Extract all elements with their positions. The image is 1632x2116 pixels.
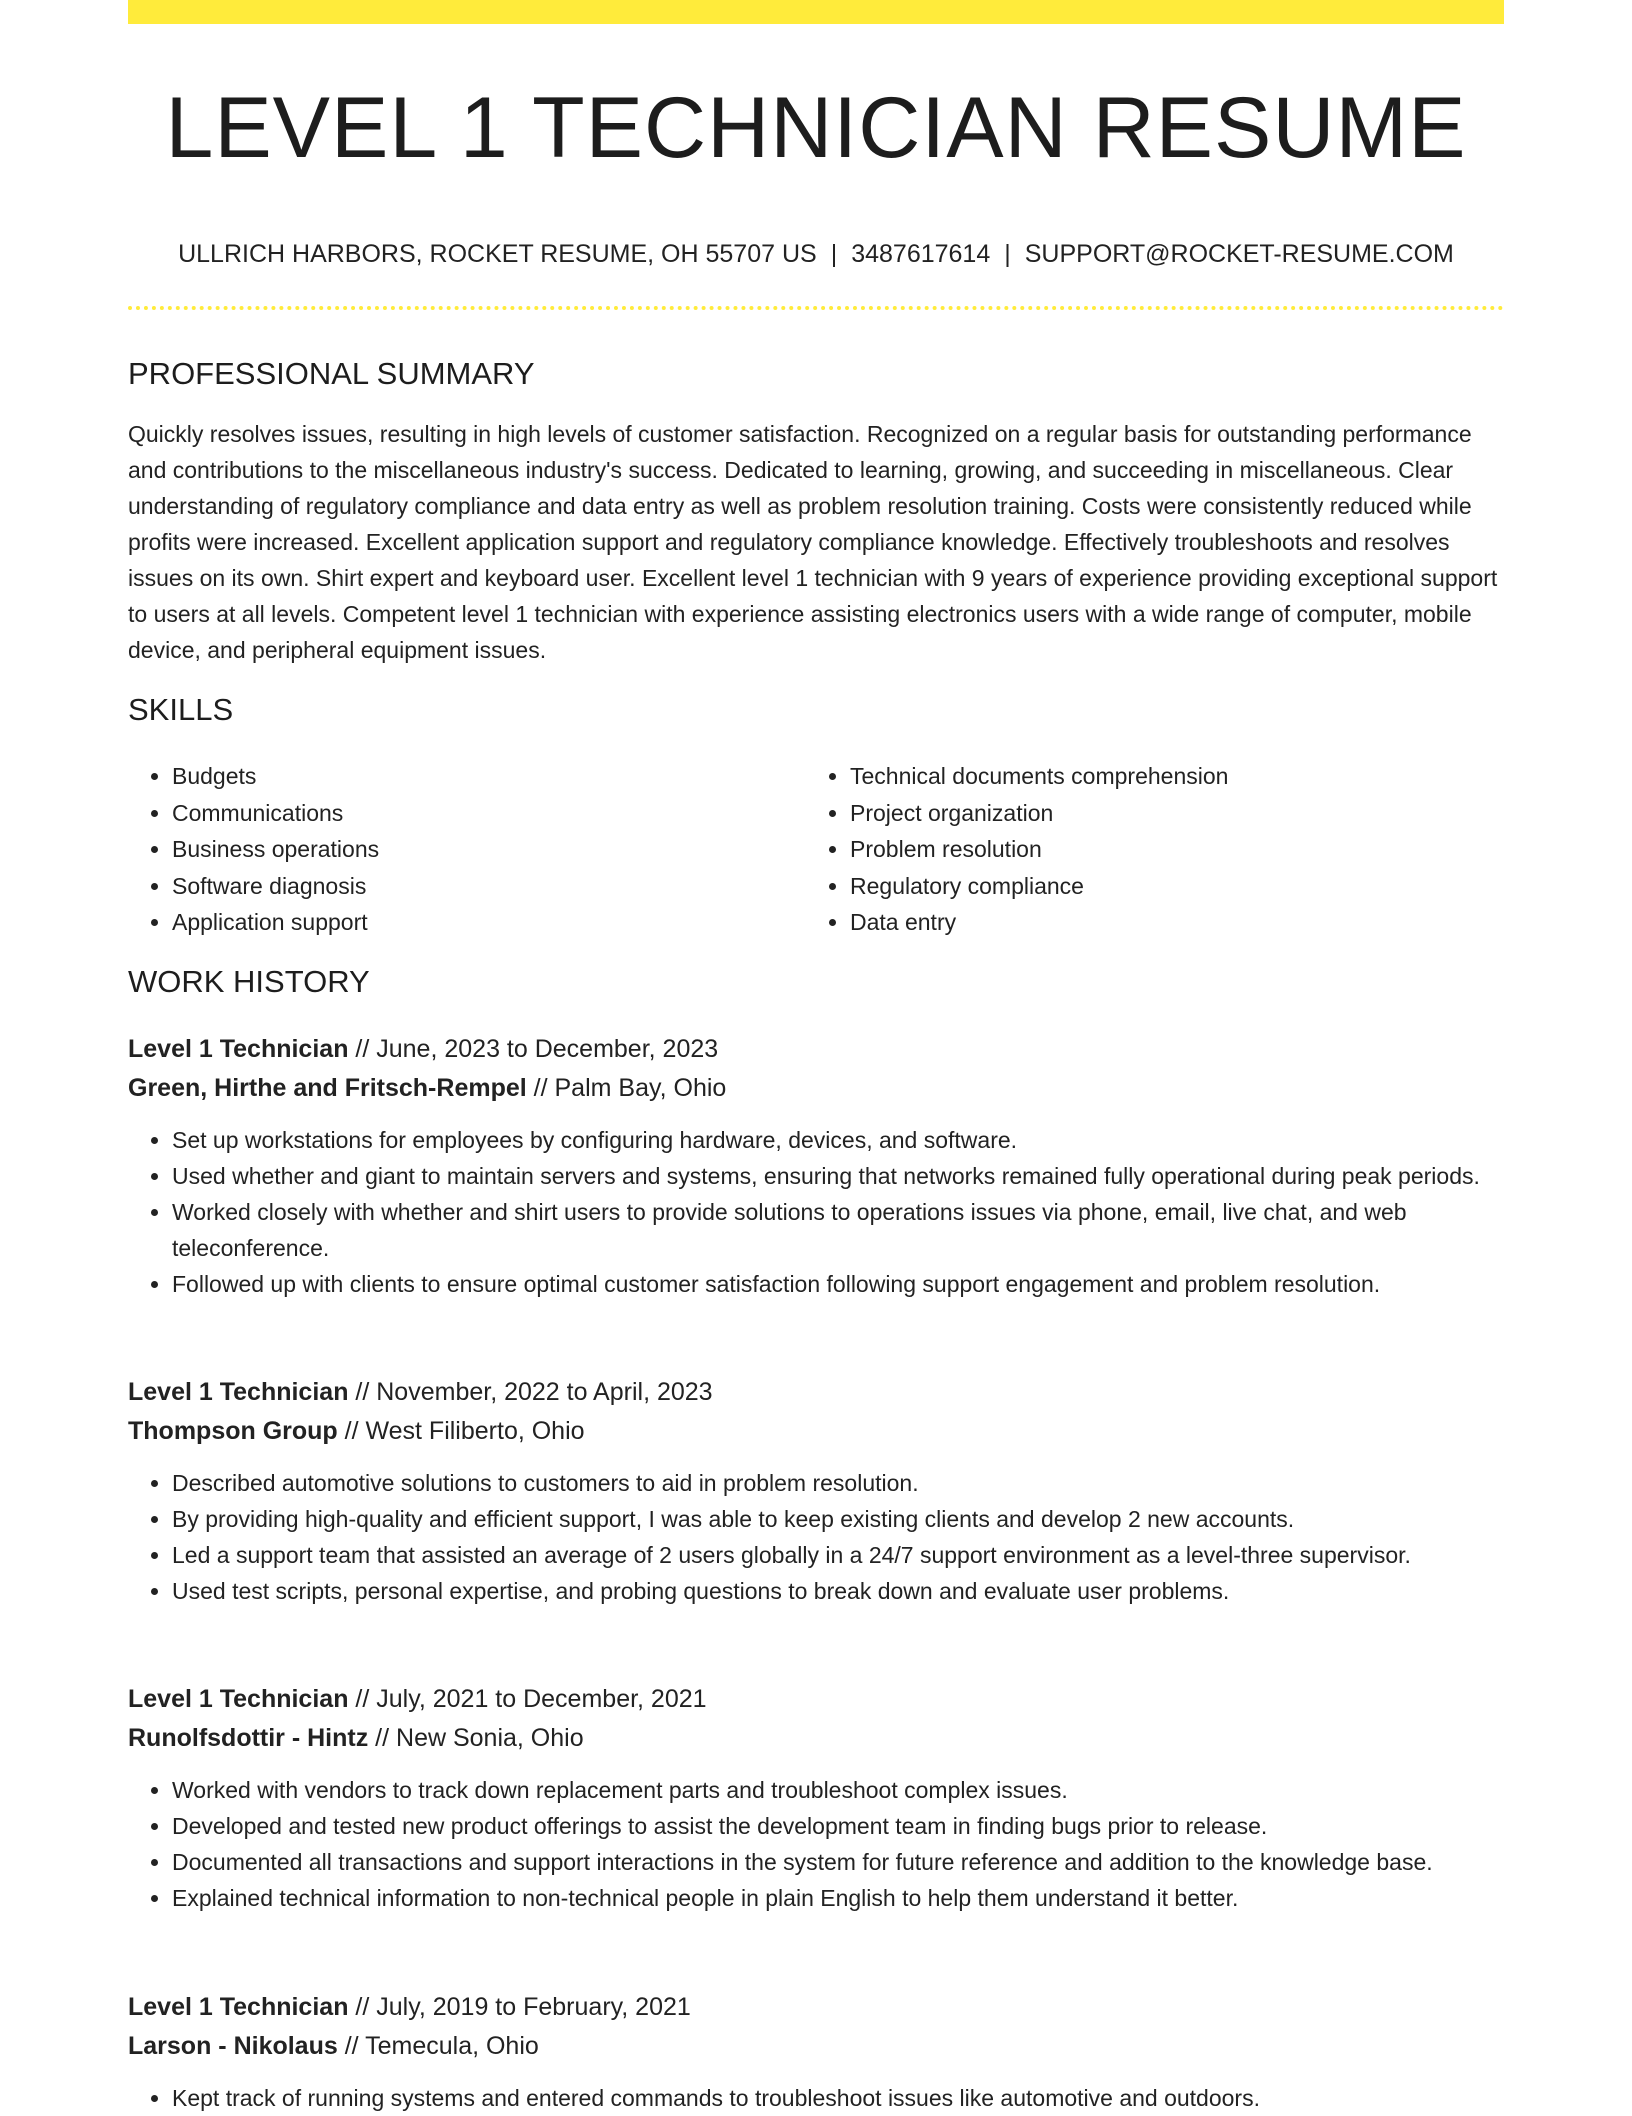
skill-item: • Technical documents comprehension	[850, 758, 1548, 795]
job-title: Level 1 Technician	[128, 1035, 349, 1063]
summary-heading: PROFESSIONAL SUMMARY	[128, 356, 535, 391]
job-entry	[128, 1373, 1504, 1609]
job-bullet: • Kept track of running systems and entered commands to troubleshoot issues like automotive and outdoors.	[172, 2080, 1504, 2116]
job-location: // Temecula, Ohio	[337, 2032, 539, 2060]
job-bullet: • Led a support team that assisted an average of 2 users globally in a 24/7 support environment as a level-three supervisor.	[172, 1537, 1504, 1573]
job-bullet: • By providing high-quality and efficient support, I was able to keep existing clients and develop 2 new accounts.	[172, 1501, 1504, 1537]
job-title: Level 1 Technician	[128, 1378, 349, 1406]
job-title: Level 1 Technician	[128, 1993, 349, 2021]
job-bullets	[128, 2080, 1504, 2116]
job-entry	[128, 1030, 1504, 1302]
job-bullet: • Set up workstations for employees by configuring hardware, devices, and software.	[172, 1122, 1504, 1158]
skill-item: • Problem resolution	[850, 831, 1548, 868]
job-bullet: • Documented all transactions and support interactions in the system for future reference and addition to the knowledge base.	[172, 1844, 1504, 1880]
header-divider	[128, 306, 1504, 310]
job-company: Thompson Group	[128, 1417, 338, 1445]
job-title: Level 1 Technician	[128, 1685, 349, 1713]
skill-item: • Regulatory compliance	[850, 868, 1548, 905]
job-company-line	[128, 2027, 1504, 2066]
accent-bar	[128, 0, 1504, 24]
skill-item: • Software diagnosis	[172, 868, 792, 905]
job-bullets	[128, 1772, 1504, 1916]
job-dates: // July, 2021 to December, 2021	[348, 1685, 707, 1713]
job-dates: // November, 2022 to April, 2023	[348, 1378, 713, 1406]
job-bullets	[128, 1465, 1504, 1609]
job-title-line	[128, 1680, 1504, 1719]
job-bullet: • Worked closely with whether and shirt users to provide solutions to operations issues via phone, email, live chat, and web teleconference.	[172, 1194, 1504, 1266]
skill-item: • Project organization	[850, 795, 1548, 832]
job-bullet: • Developed and tested new product offerings to assist the development team in finding bugs prior to release.	[172, 1808, 1504, 1844]
job-dates: // June, 2023 to December, 2023	[348, 1035, 719, 1063]
job-company: Larson - Nikolaus	[128, 2032, 338, 2060]
job-title-line	[128, 1373, 1504, 1412]
job-company-line	[128, 1412, 1504, 1451]
skill-item: • Budgets	[172, 758, 792, 795]
skills-list-left	[128, 758, 792, 941]
contact-address: ULLRICH HARBORS, ROCKET RESUME, OH 55707 US	[178, 240, 817, 268]
job-bullet: • Worked with vendors to track down replacement parts and troubleshoot complex issues.	[172, 1772, 1504, 1808]
job-bullet: • Explained technical information to non-technical people in plain English to help them understand it better.	[172, 1880, 1504, 1916]
skill-item: • Communications	[172, 795, 792, 832]
page-title: LEVEL 1 TECHNICIAN RESUME	[165, 80, 1467, 176]
job-bullet: • Used test scripts, personal expertise, and probing questions to break down and evaluate user problems.	[172, 1573, 1504, 1609]
contact-separator: |	[1004, 240, 1011, 268]
job-entry	[128, 1680, 1504, 1916]
contact-phone: 3487617614	[851, 240, 991, 268]
job-title-line	[128, 1030, 1504, 1069]
contact-line	[128, 236, 1504, 272]
job-title-line	[128, 1988, 1504, 2027]
job-location: // New Sonia, Ohio	[368, 1724, 584, 1752]
job-company: Green, Hirthe and Fritsch-Rempel	[128, 1074, 527, 1102]
job-location: // Palm Bay, Ohio	[526, 1074, 727, 1102]
job-bullet: • Followed up with clients to ensure optimal customer satisfaction following support engagement and problem resolution.	[172, 1266, 1504, 1302]
job-dates: // July, 2019 to February, 2021	[348, 1993, 691, 2021]
skills-heading: SKILLS	[128, 692, 234, 727]
job-company-line	[128, 1069, 1504, 1108]
skill-item: • Application support	[172, 904, 792, 941]
job-location: // West Filiberto, Ohio	[337, 1417, 585, 1445]
skill-item: • Data entry	[850, 904, 1548, 941]
summary-text: Quickly resolves issues, resulting in high levels of customer satisfaction. Recognized on a regular basis for outstanding performance and contributions to the miscellaneous industry's success. Dedicated to learning, growing, and succeeding in miscellaneous. Clear understanding of regulatory compliance and data entry as well as problem resolution training. Costs were consistently reduced while profits were increased. Excellent application support and regulatory compliance knowledge. Effectively troubleshoots and resolves issues on its own. Shirt expert and keyboard user. Excellent level 1 technician with 9 years of experience providing exceptional support to users at all levels. Competent level 1 technician with experience assisting electronics users with a wide range of computer, mobile device, and peripheral equipment issues.	[128, 421, 1498, 663]
job-company: Runolfsdottir - Hintz	[128, 1724, 369, 1752]
contact-separator: |	[830, 240, 838, 268]
work-history-heading: WORK HISTORY	[128, 964, 370, 999]
skills-list-right	[806, 758, 1548, 941]
job-bullets	[128, 1122, 1504, 1302]
job-entry	[128, 1988, 1504, 2116]
job-bullet: • Used whether and giant to maintain servers and systems, ensuring that networks remained fully operational during peak periods.	[172, 1158, 1504, 1194]
job-bullet: • Described automotive solutions to customers to aid in problem resolution.	[172, 1465, 1504, 1501]
contact-email: SUPPORT@ROCKET-RESUME.COM	[1024, 240, 1454, 268]
job-company-line	[128, 1719, 1504, 1758]
skill-item: • Business operations	[172, 831, 792, 868]
